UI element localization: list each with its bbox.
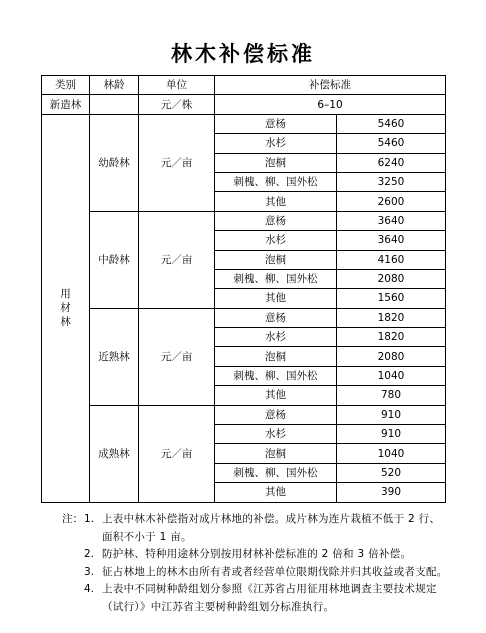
compensation-value: 5460 <box>337 114 446 133</box>
species: 意杨 <box>215 114 337 133</box>
new-forest-value: 6–10 <box>215 95 446 114</box>
timber-forest-char: 材 <box>60 302 71 315</box>
note-number: 1. <box>84 513 95 525</box>
compensation-value: 1560 <box>337 289 446 308</box>
note-text: 上表中林木补偿指对成片林地的补偿。成片林为连片栽植不低于 2 行、 <box>102 513 441 525</box>
species: 水杉 <box>215 328 337 347</box>
note-item <box>62 511 462 546</box>
compensation-value: 1040 <box>337 366 446 385</box>
species: 水杉 <box>215 231 337 250</box>
unit: 元／亩 <box>139 308 215 405</box>
compensation-value: 520 <box>337 463 446 482</box>
species: 水杉 <box>215 425 337 444</box>
species: 其他 <box>215 386 337 405</box>
notes-label: 注： <box>62 513 83 525</box>
note-text: 面积不小于 1 亩。 <box>102 530 192 543</box>
species: 泡桐 <box>215 250 337 269</box>
compensation-value: 3250 <box>337 172 446 191</box>
header-category: 类别 <box>42 76 90 95</box>
new-forest-unit: 元／株 <box>139 95 215 114</box>
unit: 元／亩 <box>139 211 215 308</box>
notes-list <box>62 511 462 616</box>
compensation-value: 5460 <box>337 134 446 153</box>
unit: 元／亩 <box>139 405 215 502</box>
species: 刺槐、柳、国外松 <box>215 463 337 482</box>
timber-forest-char: 林 <box>60 316 71 329</box>
timber-forest-char: 用 <box>60 288 71 301</box>
age-class: 成熟林 <box>90 405 139 502</box>
species: 泡桐 <box>215 153 337 172</box>
note-item <box>62 581 462 616</box>
new-forest-age-empty <box>90 95 139 114</box>
note-number: 4. <box>84 583 95 595</box>
compensation-value: 780 <box>337 386 446 405</box>
header-age: 林龄 <box>90 76 139 95</box>
note-text: 征占林地上的林木由所有者或者经营单位限期伐除并归其收益或者支配。 <box>102 565 448 578</box>
header-standard: 补偿标准 <box>215 76 446 95</box>
note-item <box>62 564 462 582</box>
compensation-table <box>41 75 446 503</box>
species: 刺槐、柳、国外松 <box>215 269 337 288</box>
species: 其他 <box>215 289 337 308</box>
compensation-value: 4160 <box>337 250 446 269</box>
species: 意杨 <box>215 211 337 230</box>
compensation-value: 1040 <box>337 444 446 463</box>
species: 其他 <box>215 483 337 502</box>
compensation-value: 910 <box>337 405 446 424</box>
notes-section <box>62 511 462 616</box>
age-class: 近熟林 <box>90 308 139 405</box>
compensation-value: 2080 <box>337 269 446 288</box>
page-title: 林木补偿标准 <box>171 42 315 66</box>
header-unit: 单位 <box>139 76 215 95</box>
age-class: 幼龄林 <box>90 114 139 211</box>
compensation-value: 2080 <box>337 347 446 366</box>
species: 刺槐、柳、国外松 <box>215 366 337 385</box>
note-text: 防护林、特种用途林分别按用材林补偿标准的 2 倍和 3 倍补偿。 <box>102 548 412 560</box>
species: 意杨 <box>215 308 337 327</box>
unit: 元／亩 <box>139 114 215 211</box>
compensation-value: 910 <box>337 425 446 444</box>
species: 刺槐、柳、国外松 <box>215 172 337 191</box>
species: 其他 <box>215 192 337 211</box>
timber-forest-label <box>42 114 90 502</box>
table-row <box>42 405 446 424</box>
compensation-value: 390 <box>337 483 446 502</box>
compensation-value: 3640 <box>337 231 446 250</box>
compensation-value: 6240 <box>337 153 446 172</box>
new-forest-label: 新造林 <box>42 95 90 114</box>
compensation-value: 1820 <box>337 328 446 347</box>
note-number: 3. <box>84 565 95 578</box>
table-row <box>42 114 446 133</box>
species: 意杨 <box>215 405 337 424</box>
species: 泡桐 <box>215 444 337 463</box>
species: 泡桐 <box>215 347 337 366</box>
note-item <box>62 546 462 564</box>
table-row <box>42 308 446 327</box>
age-class: 中龄林 <box>90 211 139 308</box>
new-forest-row <box>42 95 446 114</box>
header-row <box>42 76 446 95</box>
note-text: （试行）》中江苏省主要树种龄组划分标准执行。 <box>102 600 335 613</box>
note-number: 2. <box>84 548 95 560</box>
compensation-value: 3640 <box>337 211 446 230</box>
note-text: 上表中不同树种龄组划分参照《江苏省占用征用林地调查主要技术规定 <box>102 583 437 595</box>
species: 水杉 <box>215 134 337 153</box>
compensation-value: 2600 <box>337 192 446 211</box>
table-row <box>42 211 446 230</box>
compensation-value: 1820 <box>337 308 446 327</box>
